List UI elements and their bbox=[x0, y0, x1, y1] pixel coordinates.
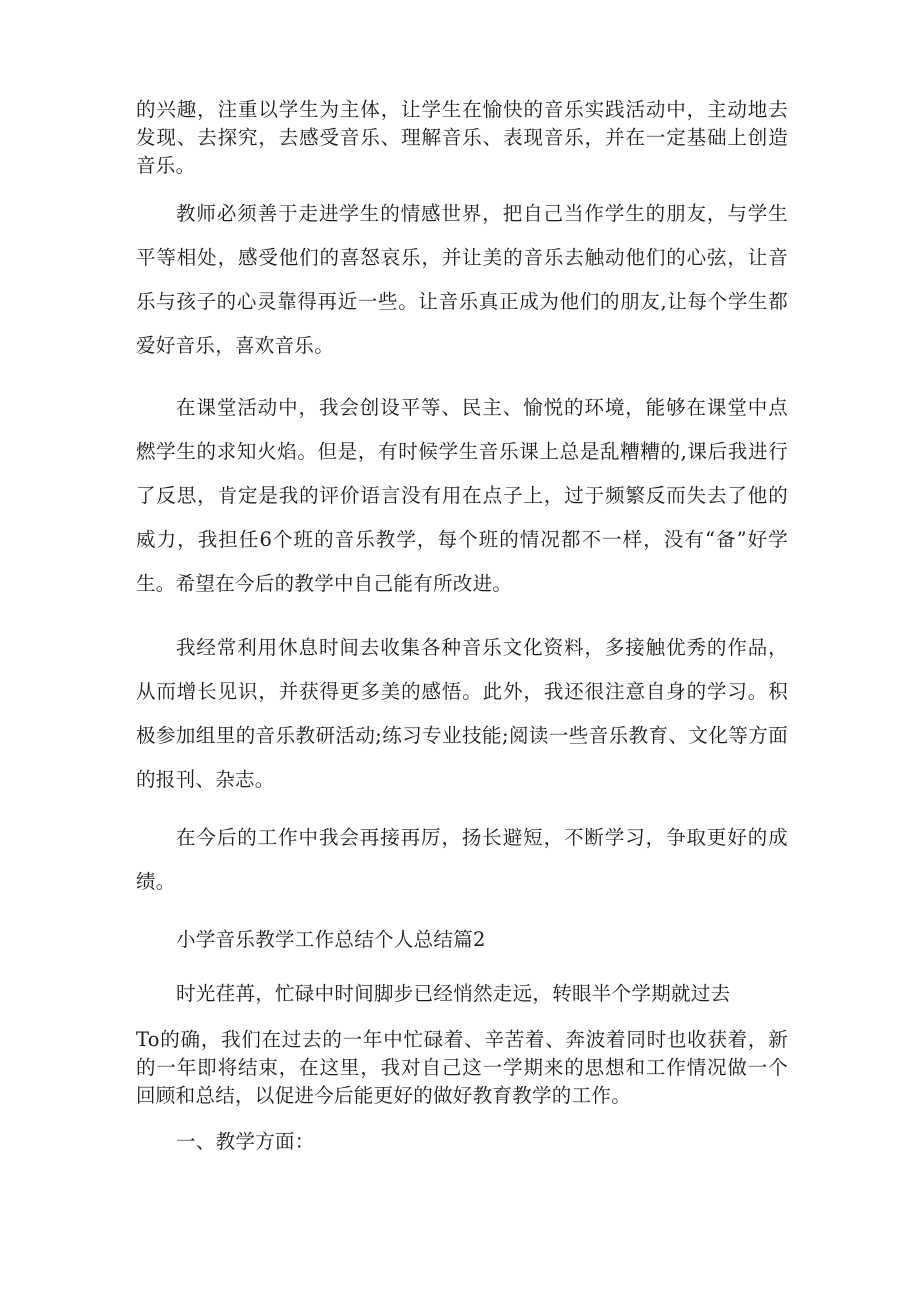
paragraph-7: To的确，我们在过去的一年中忙碌着、辛苦着、奔波着同时也收获着，新的一年即将结束，在这里，我对自己这一学期来的思想和工作情况做一个回顾和总结，以促进今后能更好的做好教育教学的工作。 bbox=[136, 1028, 788, 1107]
paragraph-1: 的兴趣，注重以学生为主体，让学生在愉快的音乐实践活动中，主动地去发现、去探究，去感受音乐、理解音乐、表现音乐，并在一定基础上创造音乐。 bbox=[136, 98, 788, 177]
section-title: 小学音乐教学工作总结个人总结篇2 bbox=[176, 928, 486, 951]
paragraph-4: 我经常利用休息时间去收集各种音乐文化资料，多接触优秀的作品，从而增长见识，并获得更多美的感悟。此外，我还很注意自身的学习。积极参加组里的音乐教研活动;练习专业技能;阅读一些音乐教育、文化等方面的报刊、杂志。 bbox=[136, 636, 788, 791]
paragraph-3: 在课堂活动中，我会创设平等、民主、愉悦的环境，能够在课堂中点燃学生的求知火焰。但是，有时候学生音乐课上总是乱糟糟的,课后我进行了反思，肯定是我的评价语言没有用在点子上，过于频繁反而失去了他的威力，我担任6个班的音乐教学，每个班的情况都不一样，没有“备”好学生。希望在今后的教学中自己能有所改进。 bbox=[136, 396, 788, 595]
paragraph-6: 时光荏苒，忙碌中时间脚步已经悄然走远，转眼半个学期就过去 bbox=[176, 982, 731, 1005]
paragraph-5: 在今后的工作中我会再接再厉，扬长避短，不断学习，争取更好的成绩。 bbox=[136, 826, 788, 893]
paragraph-2: 教师必须善于走进学生的情感世界，把自己当作学生的朋友，与学生平等相处，感受他们的喜怒哀乐，并让美的音乐去触动他们的心弦，让音乐与孩子的心灵靠得再近一些。让音乐真正成为他们的朋友,让每个学生都爱好音乐，喜欢音乐。 bbox=[136, 202, 788, 357]
subsection-heading: 一、教学方面： bbox=[176, 1130, 315, 1153]
